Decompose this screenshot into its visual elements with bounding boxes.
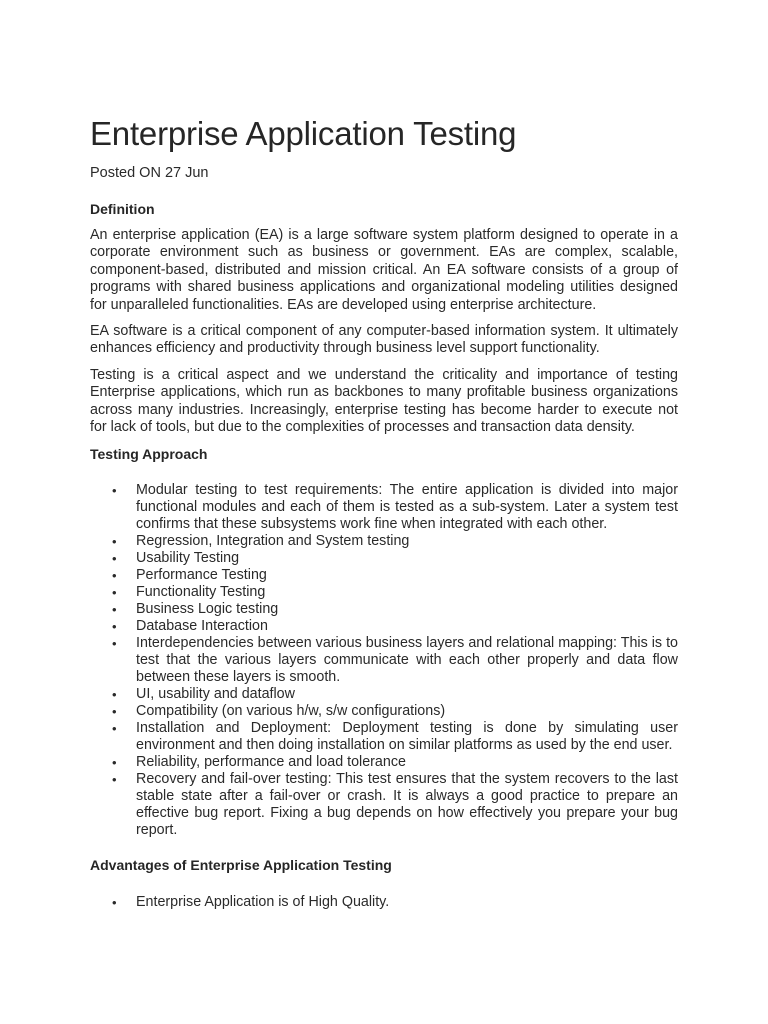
list-item — [90, 686, 678, 703]
list-item — [90, 601, 678, 618]
posted-date: Posted ON 27 Jun — [90, 165, 209, 181]
testing-approach-heading: Testing Approach — [90, 446, 208, 463]
bullet-icon: • — [112, 602, 117, 618]
bullet-icon: • — [112, 895, 117, 911]
bullet-icon: • — [112, 483, 117, 499]
bullet-icon: • — [112, 568, 117, 584]
list-item — [90, 771, 678, 839]
list-item-text: Database Interaction — [136, 618, 268, 635]
list-item — [90, 482, 678, 533]
list-item-text: Reliability, performance and load tolerance — [136, 754, 406, 771]
list-item-text: Business Logic testing — [136, 601, 279, 618]
bullet-icon: • — [112, 704, 117, 720]
bullet-icon: • — [112, 534, 117, 550]
list-item-text: UI, usability and dataflow — [136, 686, 295, 703]
bullet-icon: • — [112, 687, 117, 703]
list-item-text: Functionality Testing — [136, 584, 266, 601]
list-item — [90, 754, 678, 771]
list-item-text: Interdependencies between various business layers and relational mapping: This is to test that the various layers communicate with each other properly and data flow between these layers is smooth. — [136, 635, 678, 686]
bullet-icon: • — [112, 636, 117, 652]
bullet-icon: • — [112, 585, 117, 601]
paragraph: Testing is a critical aspect and we understand the criticality and importance of testing Enterprise applications, which run as backbones to many profitable business organizations across many industries. Increasingly, enterprise testing has become harder to execute not for lack of tools, but due to the complexities of processes and transaction data density. — [90, 366, 678, 436]
bullet-icon: • — [112, 551, 117, 567]
list-item-text: Installation and Deployment: Deployment testing is done by simulating user environment and then doing installation on similar platforms as used by the end user. — [136, 720, 678, 754]
advantages-heading: Advantages of Enterprise Application Testing — [90, 857, 392, 874]
list-item — [90, 635, 678, 686]
list-item — [90, 720, 678, 754]
list-item — [90, 550, 678, 567]
list-item — [90, 584, 678, 601]
paragraph: EA software is a critical component of any computer-based information system. It ultimately enhances efficiency and productivity through business level support functionality. — [90, 323, 678, 357]
bullet-icon: • — [112, 721, 117, 737]
bullet-icon: • — [112, 619, 117, 635]
list-item-text: Performance Testing — [136, 567, 267, 584]
list-item-text: Recovery and fail-over testing: This test ensures that the system recovers to the last stable state after a fail-over or crash. It is always a good practice to prepare an effective bug report. Fixing a bug depends on how effectively you prepare your bug report. — [136, 771, 678, 839]
bullet-icon: • — [112, 772, 117, 788]
document-page — [90, 112, 678, 911]
list-item-text: Regression, Integration and System testing — [136, 533, 410, 550]
list-item — [90, 894, 678, 911]
definition-heading: Definition — [90, 201, 155, 217]
list-item — [90, 618, 678, 635]
bullet-icon: • — [112, 755, 117, 771]
list-item — [90, 567, 678, 584]
list-item — [90, 703, 678, 720]
list-item-text: Modular testing to test requirements: The entire application is divided into major functional modules and each of them is tested as a sub-system. Later a system test confirms that these subsystems work fine when integrated with each other. — [136, 482, 678, 533]
paragraph: An enterprise application (EA) is a large software system platform designed to operate in a corporate environment such as business or government. EAs are complex, scalable, component-based, distributed and mission critical. An EA software consists of a group of programs with shared business applications and organizational modeling utilities designed for unparalleled functionalities. EAs are developed using enterprise architecture. — [90, 227, 678, 313]
list-item — [90, 533, 678, 550]
advantages-list — [90, 894, 678, 911]
list-item-text: Enterprise Application is of High Quality. — [136, 894, 390, 911]
page-title: Enterprise Application Testing — [90, 115, 517, 152]
list-item-text: Compatibility (on various h/w, s/w configurations) — [136, 703, 446, 720]
testing-approach-list — [90, 482, 678, 839]
list-item-text: Usability Testing — [136, 550, 240, 567]
